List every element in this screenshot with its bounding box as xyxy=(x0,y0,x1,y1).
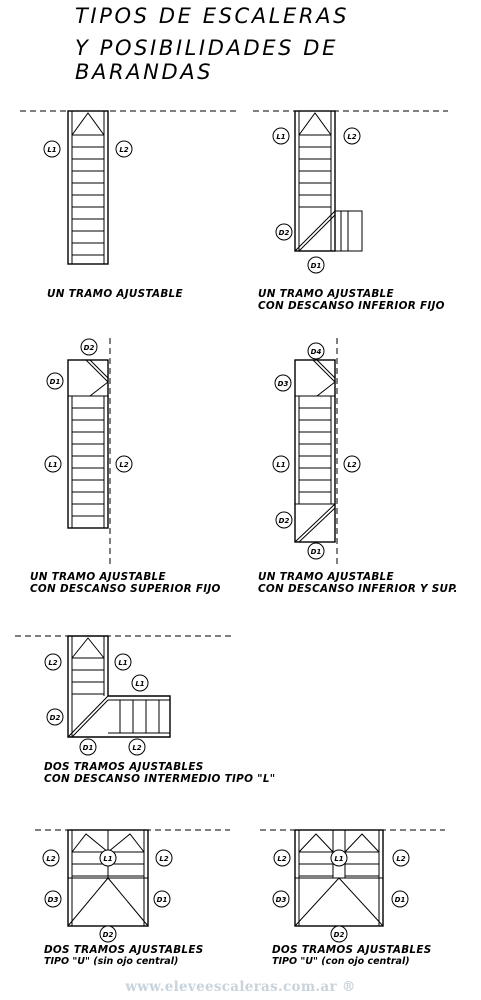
svg-text:L1: L1 xyxy=(48,461,58,469)
svg-text:D3: D3 xyxy=(277,380,289,388)
svg-text:D2: D2 xyxy=(83,344,95,352)
svg-text:L1: L1 xyxy=(334,855,344,863)
tag-d7-l2-b xyxy=(393,850,409,866)
caption-straight-flight xyxy=(47,288,183,300)
tag-d3-d1 xyxy=(47,373,63,389)
caption-line: UN TRAMO AJUSTABLE xyxy=(47,288,183,300)
tag-d4-d3 xyxy=(275,375,291,391)
svg-text:L1: L1 xyxy=(103,855,113,863)
diagram-u-shape-closed xyxy=(35,830,230,926)
tag-d6-l2 xyxy=(43,850,59,866)
svg-text:D2: D2 xyxy=(49,714,61,722)
tag-d5-l1-b xyxy=(132,675,148,691)
svg-text:D2: D2 xyxy=(278,229,290,237)
tag-d6-l2-b xyxy=(156,850,172,866)
svg-text:D3: D3 xyxy=(275,896,287,904)
tag-d7-d3 xyxy=(273,891,289,907)
svg-text:L2: L2 xyxy=(132,744,142,752)
tag-d5-l2-b xyxy=(129,739,145,755)
caption-u-shape-closed xyxy=(44,944,204,968)
svg-text:L2: L2 xyxy=(396,855,406,863)
svg-text:D1: D1 xyxy=(156,896,168,904)
tag-d2-d1 xyxy=(308,257,324,273)
tag-d7-d2 xyxy=(331,926,347,942)
caption-line: DOS TRAMOS AJUSTABLES xyxy=(44,944,204,956)
tag-d3-d2 xyxy=(81,339,97,355)
diagram-straight-flight xyxy=(20,111,240,264)
svg-text:D4: D4 xyxy=(310,348,322,356)
title-line-1: TIPOS DE ESCALERAS xyxy=(75,4,350,28)
svg-text:L2: L2 xyxy=(347,133,357,141)
tag-d4-d2 xyxy=(276,512,292,528)
tag-d5-l1 xyxy=(115,654,131,670)
tag-d2-l2 xyxy=(344,128,360,144)
caption-lower-landing xyxy=(258,288,445,312)
svg-text:L1: L1 xyxy=(276,133,286,141)
caption-line: CON DESCANSO SUPERIOR FIJO xyxy=(30,583,221,595)
svg-text:L2: L2 xyxy=(159,855,169,863)
tag-d1-l1 xyxy=(44,141,60,157)
caption-line: UN TRAMO AJUSTABLE xyxy=(30,571,166,583)
caption-line: UN TRAMO AJUSTABLE xyxy=(258,571,394,583)
tag-d7-l2 xyxy=(274,850,290,866)
caption-line: TIPO "U" (sin ojo central) xyxy=(44,956,179,967)
tag-d4-l2 xyxy=(344,456,360,472)
svg-text:L1: L1 xyxy=(276,461,286,469)
caption-line: CON DESCANSO INFERIOR Y SUP. xyxy=(258,583,458,595)
caption-line: TIPO "U" (con ojo central) xyxy=(272,956,410,967)
caption-lower-upper-landing xyxy=(258,571,458,595)
caption-upper-landing xyxy=(30,571,221,595)
diagram-u-shape-open xyxy=(260,830,445,926)
caption-line: CON DESCANSO INFERIOR FIJO xyxy=(258,300,445,312)
svg-text:L1: L1 xyxy=(47,146,57,154)
website-footer: www.eleveescaleras.com.ar ® xyxy=(125,979,356,995)
svg-text:D1: D1 xyxy=(310,548,322,556)
tag-d6-d3 xyxy=(45,891,61,907)
caption-line: UN TRAMO AJUSTABLE xyxy=(258,288,394,300)
tag-d1-l2 xyxy=(116,141,132,157)
svg-text:D3: D3 xyxy=(47,896,59,904)
diagram-lower-upper-landing xyxy=(295,338,337,565)
diagram-upper-landing xyxy=(68,338,110,565)
svg-text:L2: L2 xyxy=(48,659,58,667)
svg-text:D1: D1 xyxy=(310,262,322,270)
tag-d5-d2 xyxy=(47,709,63,725)
tag-d7-d1 xyxy=(392,891,408,907)
tag-d6-l1 xyxy=(100,850,116,866)
svg-text:D1: D1 xyxy=(49,378,61,386)
svg-text:L2: L2 xyxy=(347,461,357,469)
caption-u-shape-open xyxy=(272,944,432,968)
tag-d2-d2 xyxy=(276,224,292,240)
svg-text:L2: L2 xyxy=(119,146,129,154)
svg-text:D2: D2 xyxy=(333,931,345,939)
svg-text:L2: L2 xyxy=(46,855,56,863)
caption-line: CON DESCANSO INTERMEDIO TIPO "L" xyxy=(44,773,276,785)
svg-text:D2: D2 xyxy=(278,517,290,525)
tag-d3-l1 xyxy=(45,456,61,472)
tag-d7-l1 xyxy=(331,850,347,866)
svg-text:L1: L1 xyxy=(118,659,128,667)
svg-text:D1: D1 xyxy=(394,896,406,904)
title-line-3: BARANDAS xyxy=(75,60,214,84)
tag-d6-d1 xyxy=(154,891,170,907)
caption-l-shape xyxy=(44,761,275,785)
tag-d4-d4 xyxy=(308,343,324,359)
diagram-l-shape xyxy=(15,636,235,737)
svg-text:D1: D1 xyxy=(82,744,94,752)
tag-d4-l1 xyxy=(273,456,289,472)
caption-line: DOS TRAMOS AJUSTABLES xyxy=(272,944,432,956)
svg-text:L2: L2 xyxy=(277,855,287,863)
svg-text:D2: D2 xyxy=(102,931,114,939)
tag-d4-d1 xyxy=(308,543,324,559)
svg-text:L2: L2 xyxy=(119,461,129,469)
tag-d3-l2 xyxy=(116,456,132,472)
tag-d5-d1 xyxy=(80,739,96,755)
tag-d6-d2 xyxy=(100,926,116,942)
caption-line: DOS TRAMOS AJUSTABLES xyxy=(44,761,204,773)
svg-text:L1: L1 xyxy=(135,680,145,688)
title-line-2: Y POSIBILIDADES DE xyxy=(75,36,338,60)
tag-d2-l1 xyxy=(273,128,289,144)
tag-d5-l2 xyxy=(45,654,61,670)
